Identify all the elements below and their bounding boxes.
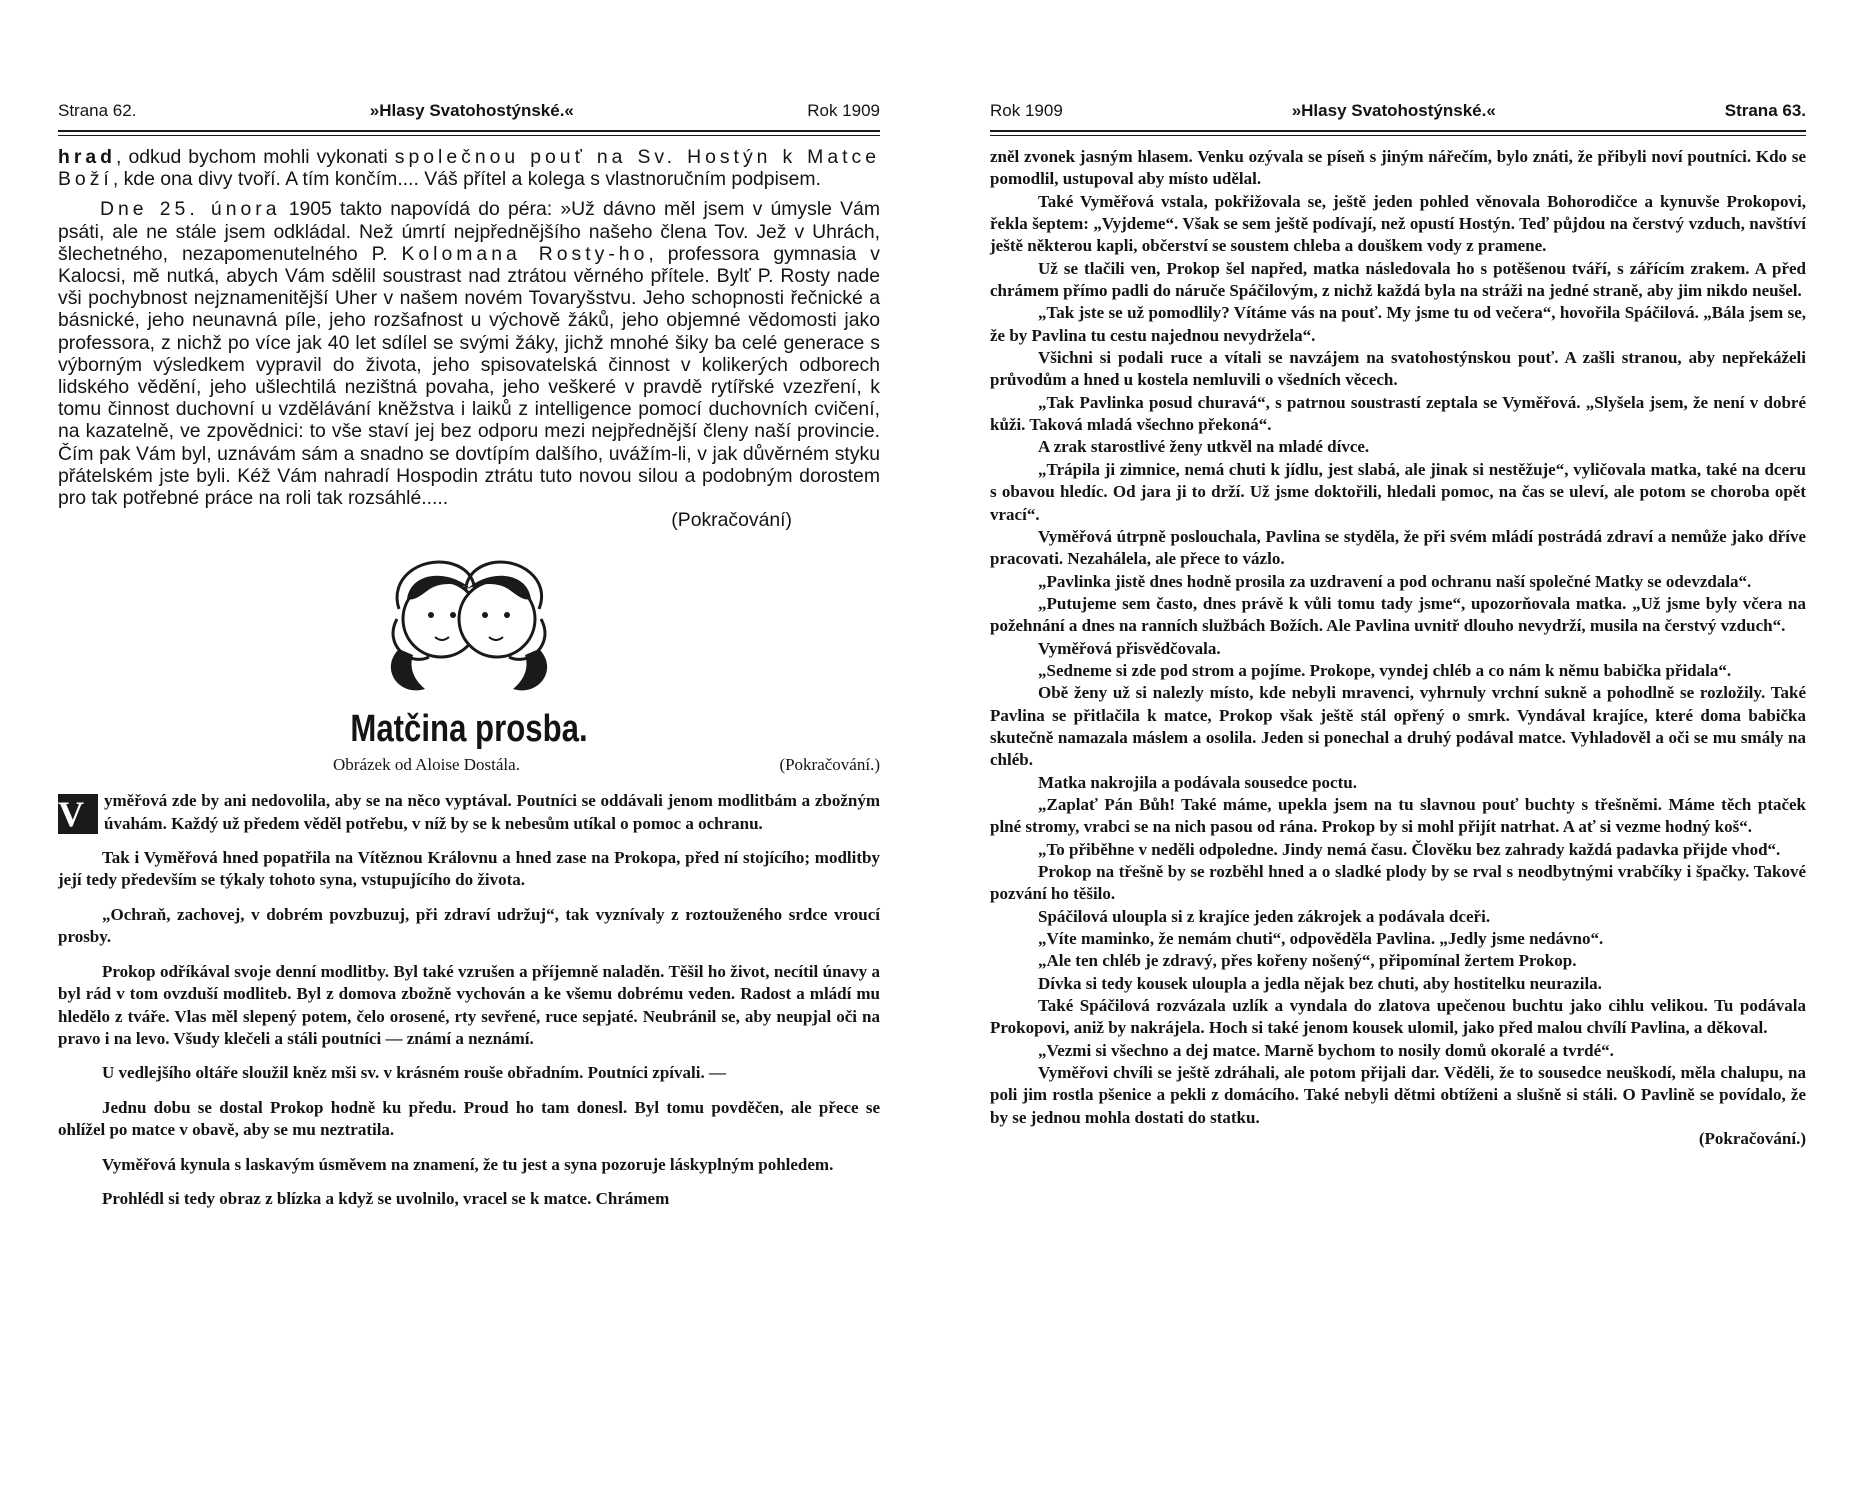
text-span: , odkud bychom mohli vykonati xyxy=(116,146,395,168)
spaced-text: společnou pouť na Sv. Hostýn k Matce Boží xyxy=(58,146,880,191)
spaced-text: hrad xyxy=(58,146,117,168)
story-paragraph xyxy=(58,790,880,835)
story-paragraph: Už se tlačili ven, Prokop šel napřed, matka následovala ho s potěšenou tváří, s zářícím zrakem. A před chrámem přímo padli do náruče Spáčilovým, z nichž každá byla na stráži na jedné straně, aby jim nikdo neušel. xyxy=(990,258,1806,301)
story-paragraph: „Ale ten chléb je zdravý, přes kořeny nošený“, připomínal žertem Prokop. xyxy=(1038,951,1577,971)
right-page-number: Strana 63. xyxy=(1724,101,1806,120)
story-paragraph: „Tak jste se už pomodlily? Vítáme vás na pouť. My jsme tu od večera“, hovořila Spáčilová. „Bála jsem se, že by Pavlina tu cestu najednou nevydržela“. xyxy=(990,303,1806,345)
story-paragraph: „To přiběhne v neděli odpoledne. Jindy nemá času. Člověku bez zahrady každá padavka přijde vhod“. xyxy=(1038,839,1781,859)
text-span: , kde ona divy tvoří. A tím končím.... Váš přítel a kolega s vlastnoručním podpisem. xyxy=(112,168,821,191)
story-byline-row xyxy=(58,754,880,776)
paragraph-text: yměřová zde by ani nedovolila, aby se na něco vyptával. Poutníci se oddávali jenom modlitbám a zbožným úvahám. Každý už předem věděl potřebu, v níž by se k nebesům utíkal o pomoc a ochranu. xyxy=(104,791,880,833)
story-paragraph: „Ochraň, zachovej, v dobrém povzbuzuj, při zdraví udržuj“, tak vyznívaly z roztouženého srdce vroucí prosby. xyxy=(58,904,880,947)
story-paragraph: Všichni si podali ruce a vítali se navzájem na svatohostýnskou pouť. A zašli stranou, aby nepřekáželi průvodům a hned u kostela nemluvili o všedních věcech. xyxy=(990,348,1806,390)
left-page xyxy=(58,100,880,1210)
story-paragraph: U vedlejšího oltáře sloužil kněz mši sv. v krásném rouše obřadním. Poutníci zpívali. — xyxy=(102,1063,726,1083)
left-running-header xyxy=(58,100,880,124)
letter-section xyxy=(58,146,880,532)
dropcap: V xyxy=(58,794,98,834)
spaced-text: Dne 25. února xyxy=(100,198,281,221)
text-span: 1905 takto napovídá do péra: »Už dávno měl jsem v úmysle Vám psáti, ale ne stále jsem odkládal. Než úmrtí nejpřednějšího našeho člena Tov. Jež v Uhrách, šlechetného, nezapomenutelného P. xyxy=(58,198,880,265)
right-year: Rok 1909 xyxy=(990,101,1063,120)
letter-paragraph-1 xyxy=(58,146,880,190)
right-journal-title: »Hlasy Svatohostýnské.« xyxy=(1291,101,1496,120)
continued-row xyxy=(58,509,880,532)
story-paragraph: Spáčilová uloupla si z krajíce jeden zákrojek a podávala dceři. xyxy=(1038,906,1491,926)
cherubs-vignette-icon xyxy=(379,548,559,700)
story-title: Matčina prosba. xyxy=(350,708,588,751)
story-paragraph: Také Vyměřová vstala, pokřižovala se, ještě jeden pohled věnovala Bohorodičce a kynuvše Prokopovi, řekla šeptem: „Vyjdeme“. Však se sem ještě podívají, než opustí Hostýn. Teď půjdou na čerstvý vzduch, navštíví ještě některou kapli, občerství se soustem chleba a douškem vody z pramene. xyxy=(990,191,1806,256)
story-paragraph: Matka nakrojila a podávala sousedce poctu. xyxy=(1038,772,1357,792)
story-paragraph: „Pavlinka jistě dnes hodně prosila za uzdravení a pod ochranu naší společné Matky se odevzdala“. xyxy=(1038,571,1752,591)
story-paragraph: A zrak starostlivé ženy utkvěl na mladé dívce. xyxy=(1038,437,1370,457)
letter-paragraph-2 xyxy=(58,198,880,509)
continued-label: (Pokračování.) xyxy=(1698,1129,1806,1149)
story-paragraph: „Tak Pavlinka posud churavá“, s patrnou soustrastí zeptala se Vyměřová. „Slyšela jsem, že není v dobré kůži. Taková mladá všechno překoná“. xyxy=(990,392,1806,435)
story-byline: Obrázek od Aloise Dostála. xyxy=(333,755,520,775)
left-page-number: Strana 62. xyxy=(58,101,137,120)
right-header-rule xyxy=(990,130,1806,136)
story-paragraph: Prohlédl si tedy obraz z blízka a když se uvolnilo, vracel se k matce. Chrámem xyxy=(102,1188,670,1208)
story-paragraph: Tak i Vyměřová hned popatřila na Vítěznou Královnu a hned zase na Prokopa, před ní stojícího; modlitby její tedy především se týkaly tohoto syna, vstupujícího do života. xyxy=(58,848,880,890)
story-paragraph: „Vezmi si všechno a dej matce. Marně bychom to nosily domů okoralé a tvrdé“. xyxy=(1038,1040,1614,1060)
text-span: , professora gymnasia v Kalocsi, mě nutká, abych Vám sdělil soustrast nad ztrátou věrného přítele. Bylť P. Rosty nade vši pochybnost nejznamenitější Uher v našem novém Tovaryšstvu. Jeho schopnosti řečnické a básnické, jeho neunavná píle, jeho rozšafnost u výchově žáků, jeho objemné vědomosti jako professora, z nichž po více jak 40 let sdílel se svými žáky, jichž mnohé šiky ba celé generace s výborným výsledkem vypravil do života, jeho spisovatelská činnost v kolikerých odborech lidského vědění, jeho ušlechtilá nezištná povaha, jeho veškeré v pravdě rytířské vzezření, k tomu činnost duchovní u vzdělávání kněžstva i laiků z intelligence pomocí duchovních cvičení, na kazatelně, ve zpovědnici: to vše staví jej bez odporu mezi nejpřednější členy naší provincie. Čím pak Vám byl, uznávám sám a snadno se dovtípím dalšího, uvážím-li, v jak důvěrném styku přátelském jste byli. Kéž Vám nahradí Hospodin ztrátu tuto novou silou a podobným dorostem pro tak potřebné práce na roli tak rozsáhlé..... xyxy=(58,242,880,510)
story-paragraph: Vyměřová přisvědčovala. xyxy=(1038,638,1221,658)
story-paragraph: Dívka si tedy kousek uloupla a jedla nějak bez chuti, aby hostitelku neurazila. xyxy=(1038,973,1602,993)
story-continued: (Pokračování.) xyxy=(779,755,880,775)
right-story-body xyxy=(990,146,1806,1149)
story-paragraph: „Víte maminko, že nemám chuti“, odpověděla Pavlina. „Jedly jsme nedávno“. xyxy=(1038,929,1604,949)
story-body xyxy=(58,790,880,1210)
left-header-rule xyxy=(58,130,880,136)
story-paragraph: „Sedneme si zde pod strom a pojíme. Prokope, vyndej chléb a co nám k němu babička přidala“. xyxy=(1038,660,1732,680)
story-paragraph: Obě ženy už si nalezly místo, kde nebyli mravenci, vyhrnuly vrchní sukně a pohodlně se rozložily. Také Pavlina se přitlačila k matce, Prokop však ještě stál opřený o smrk. Vyndával krajíce, které doma babička skutečně namazala máslem a osolila. Jeden si ponechal a druhý podával matce. Vyhladověl a oči se mu smály na chléb. xyxy=(990,683,1806,770)
story-paragraph: Vyměřová útrpně poslouchala, Pavlina se styděla, že při svém mládí postrádá zdraví a nemůže jako dříve pracovati. Nezahálela, ale přece to vázlo. xyxy=(990,526,1806,569)
story-paragraph: zněl zvonek jasným hlasem. Venku ozývala se píseň s jiným nářečím, bylo znáti, že přibyli noví poutníci. Kdo se pomodlil, ustupoval aby místo udělal. xyxy=(990,147,1806,189)
left-journal-title: »Hlasy Svatohostýnské.« xyxy=(369,101,574,120)
story-paragraph: „Zaplať Pán Bůh! Také máme, upekla jsem na tu slavnou pouť buchty s třešněmi. Máme těch ptaček plné stromy, vrabci se na nich pasou od rána. Prokop by si mohl přijít natrhat. A ať si vezme hodný koš“. xyxy=(990,794,1806,837)
story-paragraph: Vyměřová kynula s laskavým úsměvem na znamení, že tu jest a syna pozoruje láskyplným pohledem. xyxy=(102,1154,834,1174)
right-running-header xyxy=(990,100,1806,124)
spaced-text: Kolomana Rosty-ho xyxy=(401,242,649,265)
story-paragraph: Prokop odříkával svoje denní modlitby. Byl také vzrušen a příjemně naladěn. Těšil ho život, necítil únavy a byl rád v tom ovzduší modliteb. Byl z domova zbožně vychován a ke všemu dobrému veden. Radost a mládí mu hledělo z tváře. Vlas měl slepený potem, čelo orosené, rty sevřené, ruce sepjaté. Neubránil se, aby neupjal oči na pravo i na levo. Všudy klečeli a stáli poutníci — známí a neznámí. xyxy=(58,961,880,1048)
story-paragraph: „Trápila ji zimnice, nemá chuti k jídlu, jest slabá, ale jinak si nestěžuje“, vyličovala matka, také na dceru s obavou hledíc. Od jara ji to drží. Už jsme doktořili, hledali pomoc, na čas se uleví, ale potom se choroba opět vrací“. xyxy=(990,459,1806,524)
left-year: Rok 1909 xyxy=(807,101,880,120)
right-page xyxy=(990,100,1806,1149)
continued-row xyxy=(990,1129,1806,1149)
story-paragraph: Prokop na třešně by se rozběhl hned a o sladké plody by se rval s neodbytnými vrabčíky i špačky. Takové pozvání ho těšilo. xyxy=(990,862,1806,904)
story-paragraph: „Putujeme sem často, dnes právě k vůli tomu tady jsme“, upozorňovala matka. „Už jsme byly včera na požehnání a dnes na ranních službách Božích. Ale Pavlina uvnitř dlouho nevydrží, musila na čerstvý vzduch“. xyxy=(990,593,1806,636)
story-paragraph: Vyměřovi chvíli se ještě zdráhali, ale potom přijali dar. Věděli, že to sousedce neuškodí, měla chalupu, na poli jim rostla pšenice a pekli z domácího. Také nebyli dětmi obtíženi a slušně si stáli. O Pavlině se povídalo, že by se jednou mohla dostati do statku. xyxy=(990,1063,1806,1127)
story-paragraph: Také Spáčilová rozvázala uzlík a vyndala do zlatova upečenou buchtu jako cihlu velikou. Tu podávala Prokopovi, aniž by nakrájela. Hoch si také jenom kousek ulomil, jako před malou chvílí Pavlina, a děkoval. xyxy=(990,996,1806,1038)
continued-label: (Pokračování) xyxy=(671,509,792,532)
story-paragraph: Jednu dobu se dostal Prokop hodně ku předu. Proud ho tam donesl. Byl tomu povděčen, ale přece se ohlížel po matce v obavě, aby se mu neztratila. xyxy=(58,1097,880,1140)
